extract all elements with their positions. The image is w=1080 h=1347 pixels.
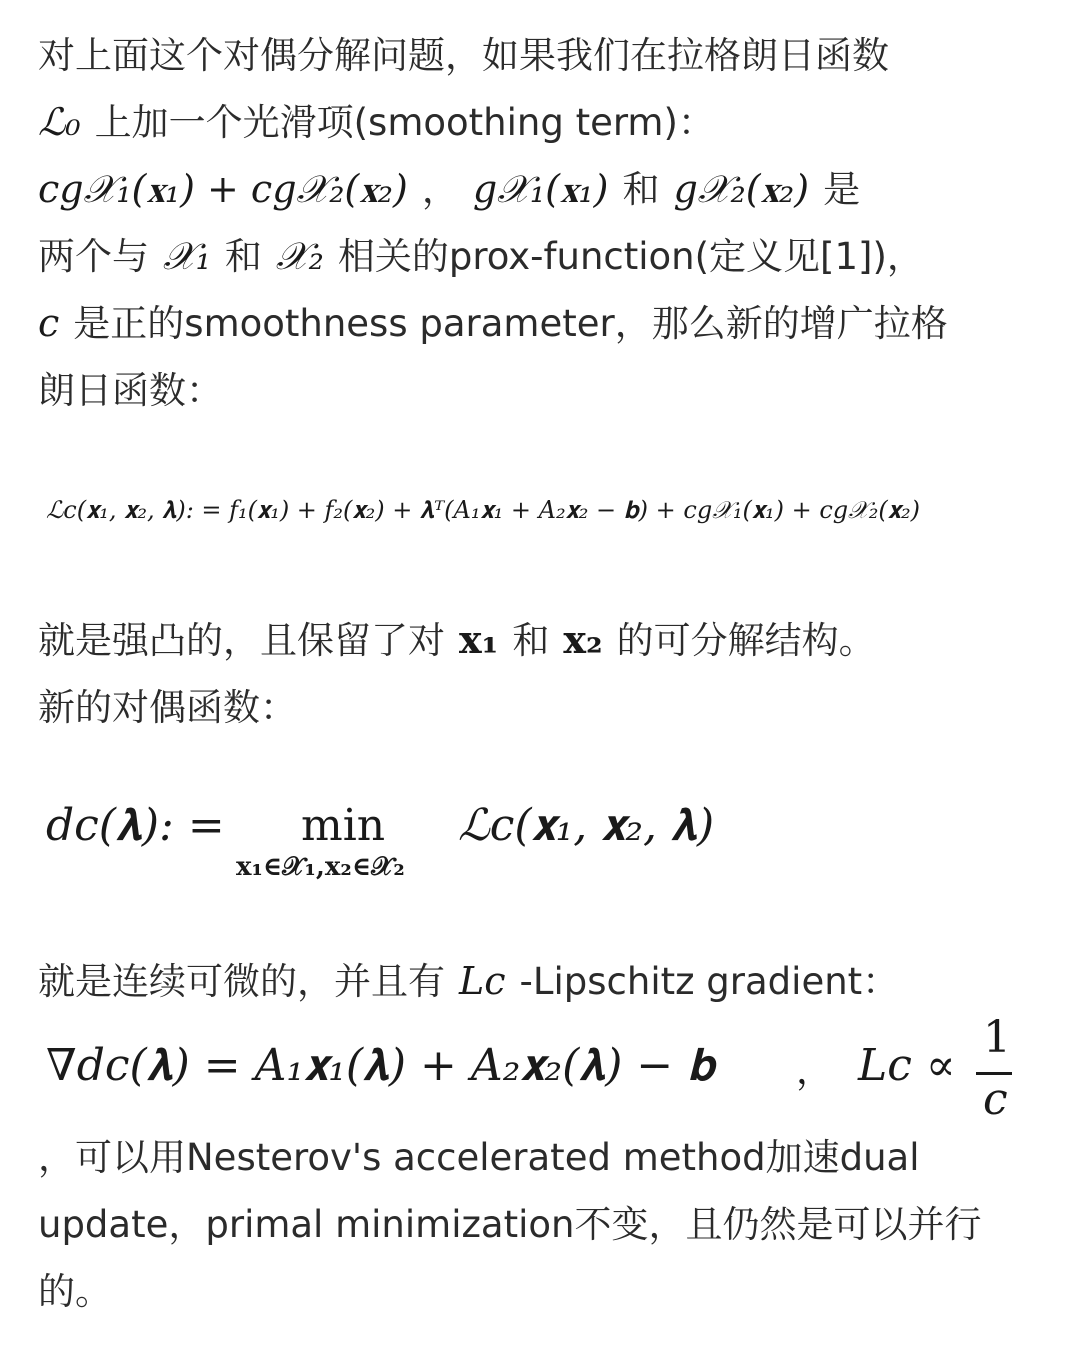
lagrangian-L0: ℒ₀ bbox=[38, 100, 81, 144]
para1-line2 bbox=[38, 89, 1058, 156]
para3-line1 bbox=[38, 948, 1058, 1015]
para4-line3: 的。 bbox=[38, 1270, 112, 1313]
gradient-formula: ∇dc(𝛌) = A₁𝐱₁(𝛌) + A₂𝐱₂(𝛌) − 𝐛 bbox=[46, 1040, 715, 1091]
dual-rhs: ℒc(𝐱₁, 𝐱₂, 𝛌) bbox=[458, 800, 715, 851]
para1-line6: 朗日函数： bbox=[38, 369, 223, 412]
para3-line1-a: 就是连续可微的，并且有 bbox=[38, 960, 445, 1003]
Lc-proportional: Lc ∝ bbox=[858, 1040, 956, 1091]
para2-line1-a: 就是强凸的，且保留了对 bbox=[38, 619, 445, 662]
smoothing-terms-formula: cg𝒳₁(𝐱₁) + cg𝒳₂(𝐱₂) bbox=[38, 167, 408, 211]
prox-function-g1: g𝒳₁(𝐱₁) bbox=[472, 167, 609, 211]
para1-line5-text: 是正的smoothness parameter，那么新的增广拉格 bbox=[73, 302, 948, 345]
gradient-equation bbox=[46, 1012, 1046, 1128]
min-subscript: 𝐱₁∈𝒳₁,𝐱₂∈𝒳₂ bbox=[236, 852, 405, 882]
grad-comma: ， bbox=[796, 1049, 833, 1092]
set-X2: 𝒳₂ bbox=[275, 234, 324, 278]
lipschitz-Lc: Lc bbox=[459, 959, 506, 1003]
prox-function-g2: g𝒳₂(𝐱₂) bbox=[673, 167, 810, 211]
and-word: 和 bbox=[622, 168, 660, 211]
para4-line2: update，primal minimization不变，且仍然是可以并行 bbox=[38, 1203, 982, 1246]
para1-line2-text: 上加一个光滑项(smoothing term)： bbox=[94, 101, 715, 144]
is-word: 是 bbox=[823, 168, 861, 211]
para2 bbox=[38, 606, 1058, 741]
para3-line1-b: -Lipschitz gradient： bbox=[519, 960, 900, 1003]
fraction-numerator: 1 bbox=[983, 1012, 1011, 1063]
dual-function-equation bbox=[46, 800, 946, 900]
comma: ， bbox=[421, 168, 459, 211]
and-word-3: 和 bbox=[512, 619, 550, 662]
fraction-denominator: c bbox=[983, 1074, 1008, 1125]
param-c: c bbox=[38, 301, 60, 345]
para1-line4 bbox=[38, 223, 1058, 290]
para2-line2: 新的对偶函数： bbox=[38, 686, 297, 729]
para1-line5 bbox=[38, 290, 1058, 357]
para2-line1 bbox=[38, 606, 1058, 674]
para1-line3 bbox=[38, 156, 1058, 223]
var-x1: 𝐱₁ bbox=[459, 617, 499, 662]
para2-line1-b: 的可分解结构。 bbox=[616, 619, 876, 662]
para3 bbox=[38, 948, 1058, 1015]
set-X1: 𝒳₁ bbox=[163, 234, 211, 278]
article-body bbox=[38, 22, 1058, 424]
para1-line4-b: 相关的prox-function(定义见[1])， bbox=[337, 235, 924, 278]
para1-line1: 对上面这个对偶分解问题，如果我们在拉格朗日函数 bbox=[38, 34, 889, 77]
and-word-2: 和 bbox=[224, 235, 262, 278]
dual-lhs: dc(𝛌): = bbox=[46, 800, 225, 851]
para4 bbox=[38, 1124, 1058, 1325]
augmented-lagrangian-equation: ℒc(𝐱₁, 𝐱₂, 𝛌): = f₁(𝐱₁) + f₂(𝐱₂) + 𝛌ᵀ(A₁𝐱₁ + A₂𝐱₂ − 𝐛) + cg𝒳₁(𝐱₁) + cg𝒳₂(𝐱₂) bbox=[46, 496, 920, 524]
para4-line1: ，可以用Nesterov's accelerated method加速dual bbox=[38, 1136, 920, 1179]
min-operator: min bbox=[301, 800, 386, 851]
var-x2: 𝐱₂ bbox=[563, 617, 603, 662]
para1-line4-a: 两个与 bbox=[38, 235, 149, 278]
